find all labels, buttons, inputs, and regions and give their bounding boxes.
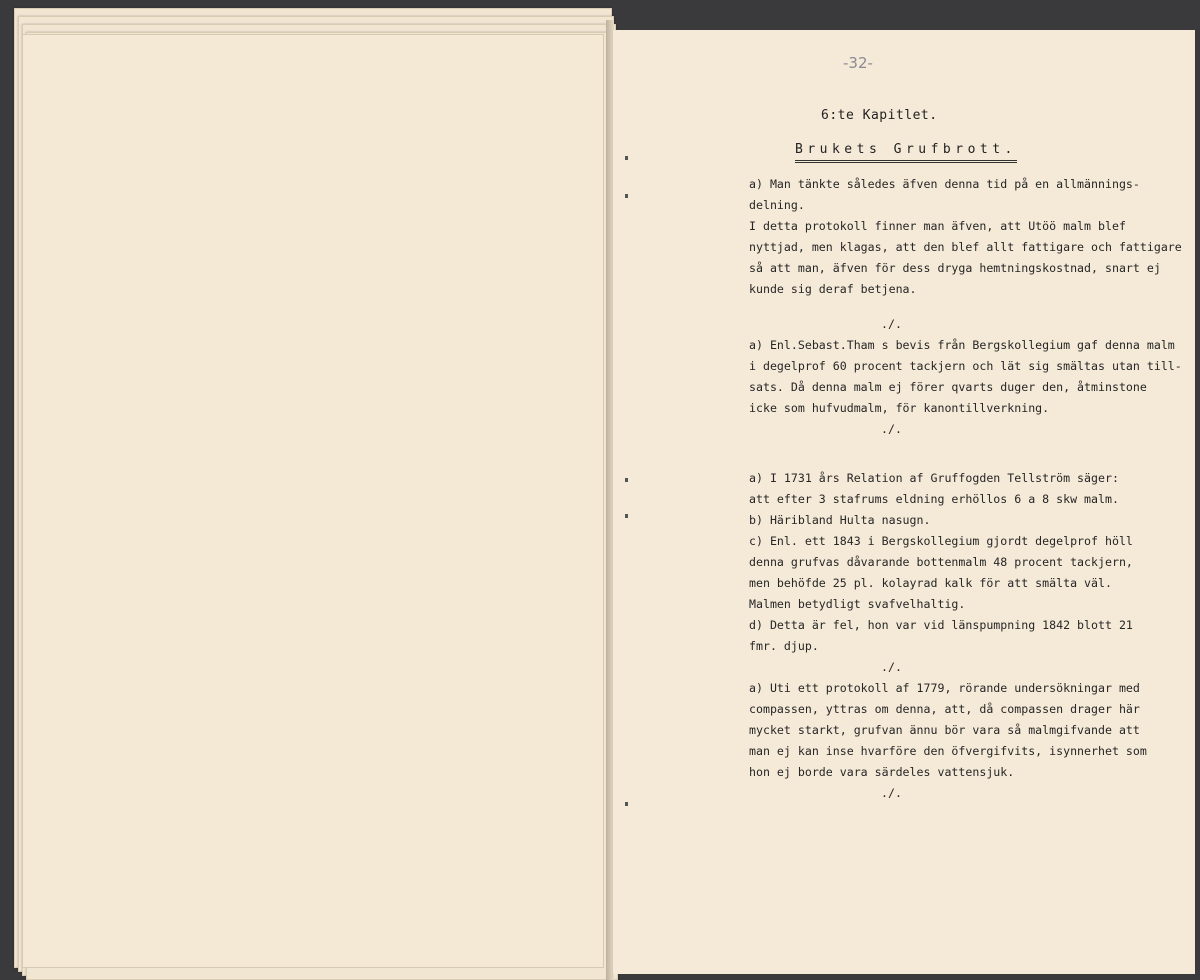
text-line: compassen, yttras om denna, att, då compassen drager här <box>749 702 1140 716</box>
right-page <box>612 30 1195 974</box>
text-line: a) Enl.Sebast.Tham s bevis från Bergskollegium gaf denna malm <box>749 338 1175 352</box>
text-line: b) Häribland Hulta nasugn. <box>749 513 931 527</box>
left-page-reverse <box>22 34 604 968</box>
text-line: I detta protokoll finner man äfven, att Utöö malm blef <box>749 219 1126 233</box>
text-line: men behöfde 25 pl. kolayrad kalk för att smälta väl. <box>749 576 1112 590</box>
punch-hole-mark <box>625 194 628 198</box>
text-line: c) Enl. ett 1843 i Bergskollegium gjordt degelprof höll <box>749 534 1133 548</box>
page-number: -32- <box>843 54 873 72</box>
text-line: fmr. djup. <box>749 639 819 653</box>
text-line: kunde sig deraf betjena. <box>749 282 917 296</box>
text-line: a) I 1731 års Relation af Gruffogden Tellström säger: <box>749 471 1119 485</box>
punch-hole-mark <box>625 478 628 482</box>
text-line: a) Man tänkte således äfven denna tid på en allmännings- <box>749 177 1140 191</box>
section-title: Brukets Grufbrott. <box>795 142 1017 163</box>
text-line: att efter 3 stafrums eldning erhöllos 6 a 8 skw malm. <box>749 492 1119 506</box>
punch-hole-mark <box>625 514 628 518</box>
section-divider: ./. <box>881 786 902 800</box>
section-divider: ./. <box>881 317 902 331</box>
text-line: denna grufvas dåvarande bottenmalm 48 procent tackjern, <box>749 555 1133 569</box>
text-line: nyttjad, men klagas, att den blef allt fattigare och fattigare <box>749 240 1182 254</box>
text-line: hon ej borde vara särdeles vattensjuk. <box>749 765 1015 779</box>
text-line: man ej kan inse hvarföre den öfvergifvits, isynnerhet som <box>749 744 1147 758</box>
section-divider: ./. <box>881 422 902 436</box>
text-line: i degelprof 60 procent tackjern och lät sig smältas utan till- <box>749 359 1182 373</box>
document-body <box>749 174 1182 804</box>
text-line: Malmen betydligt svafvelhaltig. <box>749 597 966 611</box>
text-line: icke som hufvudmalm, för kanontillverkning. <box>749 401 1050 415</box>
punch-hole-mark <box>625 802 628 806</box>
text-line: a) Uti ett protokoll af 1779, rörande undersökningar med <box>749 681 1140 695</box>
section-divider: ./. <box>881 660 902 674</box>
text-line: d) Detta är fel, hon var vid länspumpning 1842 blott 21 <box>749 618 1133 632</box>
text-line: sats. Då denna malm ej förer qvarts duger den, åtminstone <box>749 380 1147 394</box>
punch-hole-mark <box>625 156 628 160</box>
chapter-heading: 6:te Kapitlet. <box>821 108 938 123</box>
text-line: delning. <box>749 198 805 212</box>
text-line: så att man, äfven för dess dryga hemtningskostnad, snart ej <box>749 261 1161 275</box>
text-line: mycket starkt, grufvan ännu bör vara så malmgifvande att <box>749 723 1140 737</box>
